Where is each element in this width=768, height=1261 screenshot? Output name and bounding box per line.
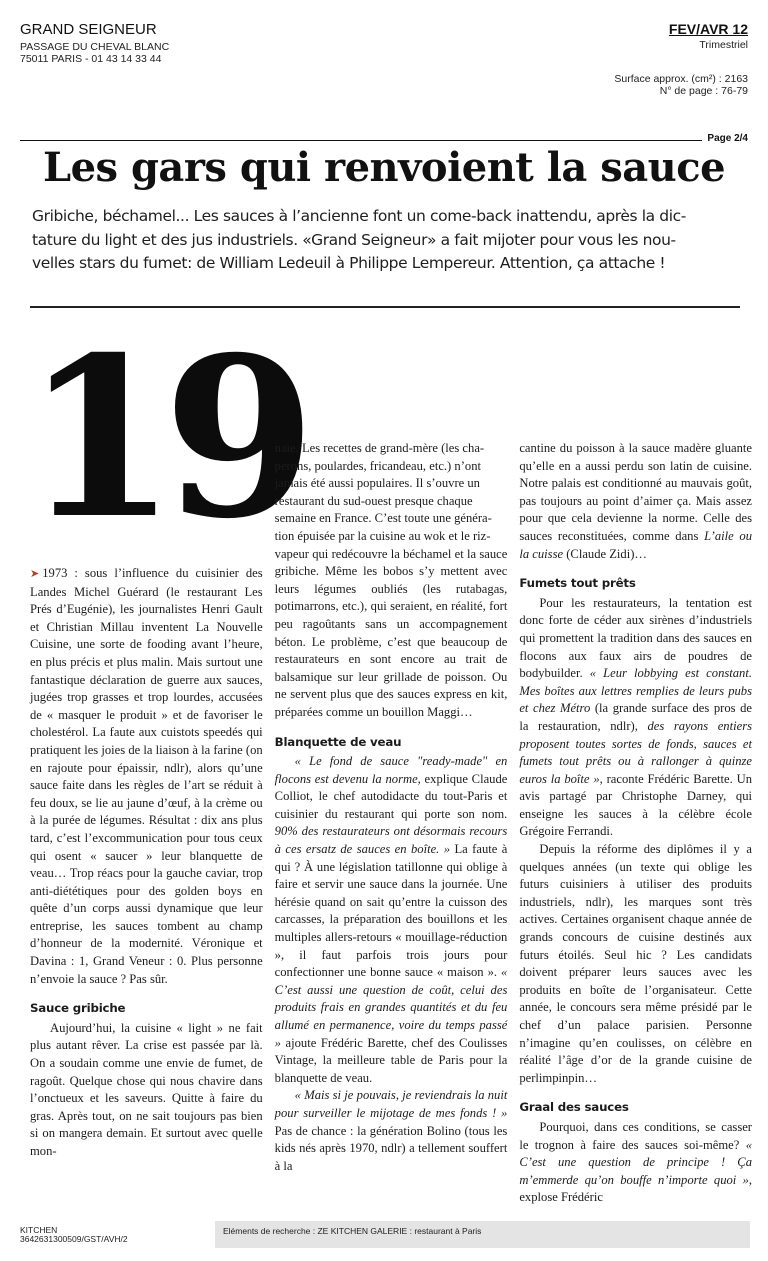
paragraph: Aujourd’hui, la cuisine « light » ne fait plus autant rêver. La crise est passée par là. On a soudain comme une envie de fumet, de ragoût. Quelque chose qui nous chavire dans l’onctueux et les saveurs. Quitte à faire du gras. Après tout, on ne sait toujours pas bien si on mangera demain. Et surtout avec quelle mon- xyxy=(30,1020,263,1158)
publication-name: GRAND SEIGNEUR xyxy=(20,21,157,38)
text: (Claude Zidi)… xyxy=(563,546,648,561)
quote: des rayons entiers proposent toutes sortes de fonds, sauces et fumets tout prêts ou à rallonger à quinze euros la boîte » xyxy=(519,718,753,786)
wrap-line: jamais été aussi populaires. Il s’ouvre un xyxy=(274,476,480,491)
drop-numeral: 19 xyxy=(24,308,303,567)
surface-area: Surface approx. (cm²) : 2163 xyxy=(614,73,748,85)
paragraph xyxy=(275,1087,508,1175)
wrap-line: tion épuisée par la cuisine au wok et le riz- xyxy=(274,528,491,543)
subhead-sauce-gribiche: Sauce gribiche xyxy=(30,1001,126,1016)
text: (la grande surface des pros de la restauration, ndlr), xyxy=(519,701,753,733)
paragraph: Depuis la réforme des diplômes il y a quelques années (un texte qui oblige les futurs cuisiniers à utiliser des produits industriels, ndlr), les marques sont très actives. Certaines organisent chaque année de grands concours de cuisine destinés aux futurs étoilés. Seul hic ? Les candidats doivent préparer leurs sauces avec les produits en boîte de l’organisateur. Cette année, le concours sera même présidé par le chef d’un palace parisien. Personne n’imagine qu’en coulisses, on célèbre en réalité l’âge d’or de la grande cuisine de perlimpinpin… xyxy=(519,842,753,1085)
footer-code-line1: KITCHEN xyxy=(20,1224,58,1235)
search-elements-bar xyxy=(215,1221,750,1248)
footer-code-line2: 3642631300509/GST/AVH/2 xyxy=(20,1233,128,1244)
text: ajoute Frédéric Barette, chef des Coulisses Vintage, la meilleure table de Paris pour la blanquette de veau. xyxy=(274,1035,508,1085)
paragraph xyxy=(275,753,508,1087)
subhead-graal-des-sauces: Graal des sauces xyxy=(519,1100,629,1115)
paragraph xyxy=(519,595,752,841)
film-title: L’aile ou la cuisse xyxy=(519,528,753,561)
wrap-line: restaurant du sud-ouest presque chaque xyxy=(274,493,473,508)
article-column-3 xyxy=(519,440,752,1207)
page-numbers: N° de page : 76-79 xyxy=(659,85,748,97)
intro-paragraph xyxy=(30,565,263,988)
quote: « Mais si je pouvais, je reviendrais la nuit pour surveiller le mijotage de mes fonds ! » xyxy=(274,1088,508,1120)
publication-address-line2: 75011 PARIS - 01 43 14 33 44 xyxy=(20,53,162,65)
quote: 90% des restaurateurs ont désormais recours à ces ersatz de sauces en boîte. » xyxy=(274,824,508,857)
deck-line: tature du light et des jus industriels. «Grand Seigneur» a fait mijoter pour vous les nou- xyxy=(32,230,676,249)
deck-line: velles stars du fumet: de William Ledeuil à Philippe Lempereur. Attention, ça attache ! xyxy=(32,254,666,272)
page-footer xyxy=(20,1221,752,1261)
issue-date: FEV/AVR 12 xyxy=(668,21,748,37)
deck-line: Gribiche, béchamel... Les sauces à l’ancienne font un come-back inattendu, après la dic- xyxy=(32,207,686,225)
article-column-2 xyxy=(275,440,508,1175)
quote: « Le fond de sauce "ready-made" en flocons est devenu la norme, xyxy=(274,754,508,786)
paragraph xyxy=(519,1119,752,1207)
arrow-bullet-icon: ➤ xyxy=(30,568,40,580)
text: Pas de chance : la génération Bolino (tous les kids nés après 1970, ndlr) a tellement souffert à la xyxy=(274,1123,508,1173)
search-elements-text: Eléments de recherche : ZE KITCHEN GALERIE : restaurant à Paris xyxy=(223,1225,482,1236)
wrap-line: perons, poulardes, fricandeau, etc.) n’ont xyxy=(274,458,481,473)
text: La faute à qui ? À une législation tatillonne qui oblige à faire et servir une sauce dans la journée. Une hérésie quand on sait qu’entre la cuisson des carcasses, la préparation des bouillons et les multiples allers-retours « mouillage-réduction », il faut parfois trois jours pour confectionner une bonne sauce « maison ». xyxy=(274,842,508,980)
article-deck xyxy=(32,205,742,276)
paragraph xyxy=(519,440,752,563)
wrap-line: naie. Les recettes de grand-mère (les cha- xyxy=(274,441,485,455)
page-indicator: Page 2/4 xyxy=(707,133,748,144)
text: , raconte Frédéric Barette. Un avis partagé par Christophe Darney, qui enseigne les sauces à la célèbre école Grégoire Ferrandi. xyxy=(519,771,753,839)
text: Pourquoi, dans ces conditions, se casser le trognon à faire des sauces soi-même? xyxy=(519,1119,753,1152)
intro-text: 1973 : sous l’influence du cuisinier des Landes Michel Guérard (le restaurant Les Prés d’Eugénie), les journalistes Henri Gault et Christian Millau inventent La Nouvelle Cuisine, une sorte de fooding avant l’heure, en plus précis et plus malin. Mais surtout une fantastique déclaration de guerre aux sauces, jugées trop grasses et trop lourdes, accusées de « masquer le produit » et de favoriser le cholestérol. La faute aux cuistots speedés qui pratiquent les joies de la liaison à la farine (on en rajoute pour épaissir, ndlr), alors qu’une sauce faite dans les règles de l’art se réduit à feu doux, se lie au jaune d’œuf, à la crème ou à la purée de légumes. Résultat : dix ans plus tard, c’est l’excommunication pour tous ceux qui osent « saucer » leur blanquette de veau… Trop réacs pour la gauche caviar, trop anti-diététiques pour des golden boys en quête d’un corps aussi dynamique que leur entreprise, les sauces tombent au champ d’honneur de la modernité. Véronique et Davina : 1, Grand Veneur : 0. Plus personne n’envoie la sauce ? Pas sûr. xyxy=(30,566,263,986)
subhead-blanquette-de-veau: Blanquette de veau xyxy=(274,734,402,749)
text: cantine du poisson à la sauce madère gluante qu’elle en a aussi perdu son latin de cuisine. Notre palais est conditionné au mauvais goût, pas toujours au point d’aimer ça. Mais assez pour que cela devienne la norme. Celle des sauces reconstituées, comme dans xyxy=(519,441,753,543)
paragraph: vapeur qui redécouvre la béchamel et la sauce gribiche. Même les bobos s’y mettent avec leurs légumes oubliés (les rutabagas, potimarrons, etc.), qui seraient, en réalité, fort peu ragoûtants sans un accompagnement béton. Le problème, c’est que beaucoup de restaurateurs en sont encore au trait de balsamique sur leur grillade de poisson. Ou ne servent plus que des sauces express en kit, préparées comme un bouillon Maggi… xyxy=(274,546,508,719)
text: , explose Frédéric xyxy=(519,1172,753,1205)
quote: « C’est une question de principe ! Ça m’emmerde qu’on bouffe n’importe quoi » xyxy=(519,1137,753,1187)
article-body xyxy=(20,440,753,1261)
publication-address-line1: PASSAGE DU CHEVAL BLANC xyxy=(20,41,170,53)
article-column-1 xyxy=(30,440,263,1161)
text: explique Claude Colliot, le chef autodidacte du tout-Paris et cuisinier du restaurant qui porte son nom. xyxy=(274,771,508,821)
issue-frequency: Trimestriel xyxy=(699,39,748,51)
wrap-line: semaine en France. C’est toute une généra- xyxy=(274,511,492,526)
subhead-fumets-tout-prets: Fumets tout prêts xyxy=(519,576,636,591)
article-headline: Les gars qui renvoient la sauce xyxy=(42,144,726,191)
quote: « Leur lobbying est constant. Mes boîtes aux lettres remplies de leurs pubs et chez Métro xyxy=(519,666,753,716)
text: Pour les restaurateurs, la tentation est donc forte de céder aux sirènes d’industriels qui promettent la tradition dans des sauces en flocons aux faux airs de poudres de bodybuilder. xyxy=(519,595,753,681)
top-divider xyxy=(20,140,702,141)
quote: « C’est aussi une question de coût, celui des produits frais en grandes quantités et du feu allumé en permanence, voire du temps passé » xyxy=(274,965,508,1050)
